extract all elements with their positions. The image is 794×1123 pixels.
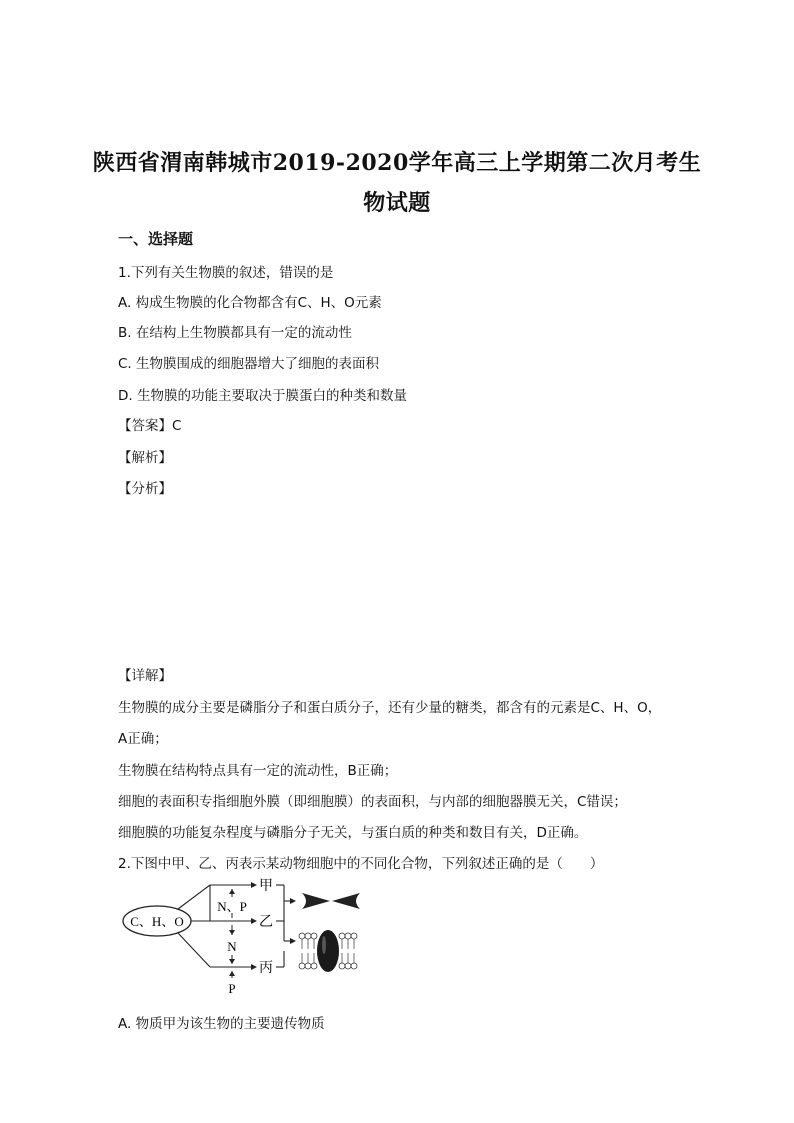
xiangjie-label: 【详解】 — [118, 668, 172, 684]
compound-diagram — [120, 875, 365, 1005]
detail-line-3: 生物膜在结构特点具有一定的流动性，B正确； — [118, 763, 398, 779]
detail-line-2: A正确； — [118, 731, 168, 747]
question-1-option-d: D. 生物膜的功能主要取决于膜蛋白的种类和数量 — [118, 388, 407, 404]
label-n: N — [227, 939, 237, 954]
label-np: N、P — [217, 899, 247, 914]
question-1-stem: 1.下列有关生物膜的叙述，错误的是 — [118, 265, 334, 281]
question-2-stem: 2.下图中甲、乙、丙表示某动物细胞中的不同化合物，下列叙述正确的是（ ） — [118, 856, 604, 872]
answer-value: C — [172, 418, 182, 434]
answer-label: 【答案】 — [118, 418, 172, 434]
question-1-option-b: B. 在结构上生物膜都具有一定的流动性 — [118, 325, 352, 341]
fenxi-label: 【分析】 — [118, 481, 172, 497]
label-bing: 丙 — [259, 961, 273, 976]
label-jia: 甲 — [259, 879, 273, 894]
jiexi-label: 【解析】 — [118, 450, 172, 466]
detail-line-4: 细胞的表面积专指细胞外膜（即细胞膜）的表面积，与内部的细胞器膜无关，C错误； — [118, 794, 627, 810]
ellipse-label: C、H、O — [130, 914, 184, 929]
detail-line-5: 细胞膜的功能复杂程度与磷脂分子无关，与蛋白质的种类和数目有关，D正确。 — [118, 825, 588, 841]
section-heading: 一、选择题 — [118, 230, 194, 248]
membrane-protein-icon — [299, 930, 357, 972]
label-p: P — [228, 981, 236, 996]
question-2-option-a: A. 物质甲为该生物的主要遗传物质 — [118, 1016, 325, 1032]
label-yi: 乙 — [259, 915, 273, 930]
chromosome-icon — [302, 893, 360, 909]
question-1-option-c: C. 生物膜围成的细胞器增大了细胞的表面积 — [118, 356, 380, 372]
page-title-continued: 物试题 — [363, 190, 431, 216]
question-1-option-a: A. 构成生物膜的化合物都含有C、H、O元素 — [118, 295, 382, 311]
page-title: 陕西省渭南韩城市2019-2020学年高三上学期第二次月考生 — [92, 150, 702, 176]
answer-row — [118, 414, 181, 434]
detail-line-1: 生物膜的成分主要是磷脂分子和蛋白质分子，还有少量的糖类，都含有的元素是C、H、O， — [118, 700, 662, 716]
